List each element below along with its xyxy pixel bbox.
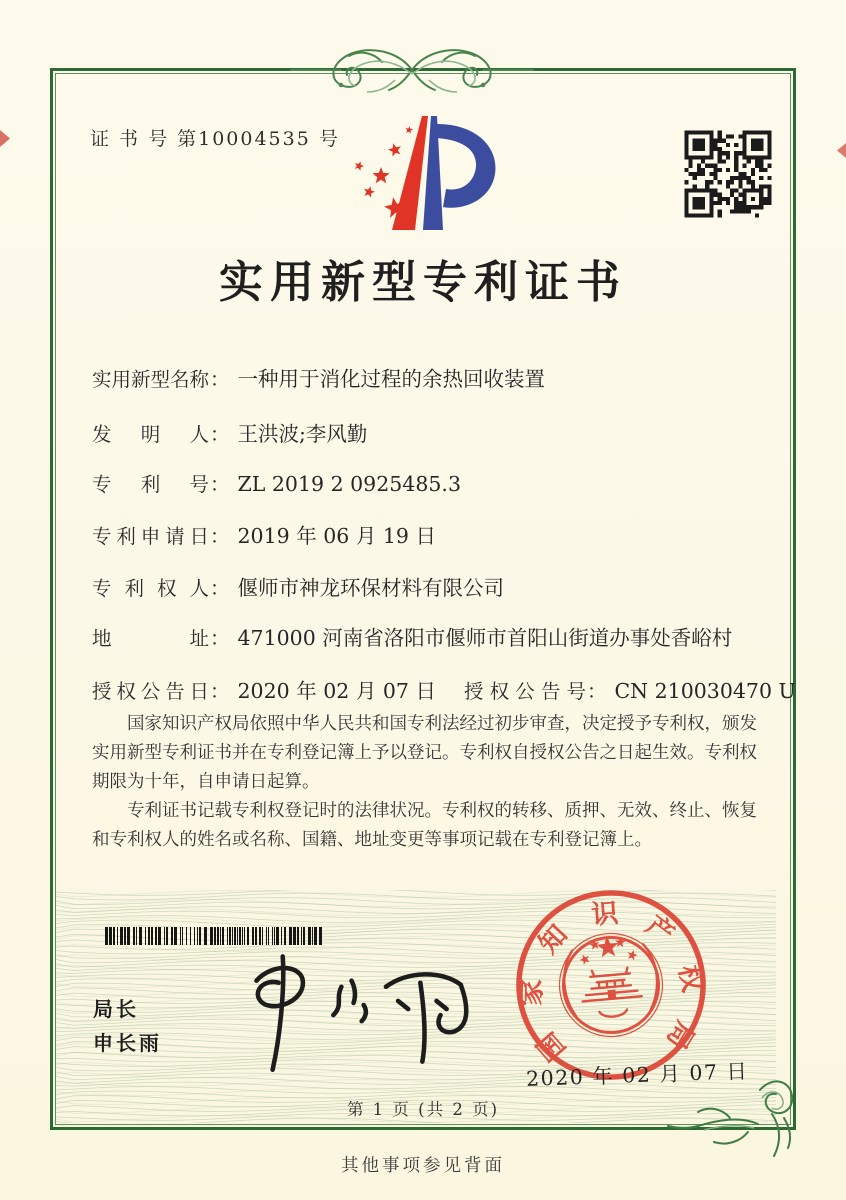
field-colon: ： <box>210 577 230 600</box>
svg-text:产: 产 <box>639 909 680 951</box>
official-seal-icon <box>512 886 710 1084</box>
legal-paragraph: 国家知识产权局依照中华人民共和国专利法经过初步审查，决定授予专利权，颁发实用新型专利证书并在专利登记簿上予以登记。专利权自授权公告之日起生效。专利权期限为十年，自申请日起算。 <box>92 714 757 792</box>
field-label: 实用新型名称 <box>92 368 210 391</box>
page-title: 实用新型专利证书 <box>219 257 627 308</box>
field-row-utility-model-name <box>92 362 545 392</box>
signatory-name: 申长雨 <box>93 1031 162 1055</box>
field-colon: ： <box>210 473 230 496</box>
field-value: ZL 2019 2 0925485.3 <box>237 472 461 496</box>
page-number-footer: 第 1 页 (共 2 页) <box>346 1100 500 1119</box>
field-colon: ： <box>210 423 230 446</box>
certificate-number: 证 书 号 第10004535 号 <box>90 128 340 150</box>
field-label: 授权公告号 <box>463 680 586 703</box>
field-colon: ： <box>586 680 607 703</box>
cnipa-patent-logo-icon <box>345 110 515 236</box>
field-label: 专利号 <box>92 473 209 496</box>
field-value: 2019 年 06 月 19 日 <box>237 524 436 548</box>
field-value: 王洪波;李风勤 <box>237 422 368 446</box>
field-label: 地址 <box>92 627 209 650</box>
qr-code-icon <box>676 122 780 226</box>
field-label: 发明人 <box>92 423 209 446</box>
field-colon: ： <box>210 368 230 391</box>
field-label: 授权公告日 <box>92 680 209 703</box>
field-value: 471000 河南省洛阳市偃师市首阳山街道办事处香峪村 <box>237 626 733 650</box>
back-side-note: 其他事项参见背面 <box>341 1156 505 1176</box>
svg-text:识: 识 <box>590 897 620 932</box>
field-row-grant <box>92 674 796 704</box>
field-label: 专利权人 <box>92 577 209 600</box>
svg-text:家: 家 <box>516 978 548 1007</box>
signatory-title: 局长 <box>93 997 139 1021</box>
right-edge-red-mark <box>837 143 846 158</box>
director-signature-image <box>220 940 478 1072</box>
left-edge-red-mark <box>0 130 10 147</box>
svg-text:权: 权 <box>672 962 708 995</box>
field-value: 一种用于消化过程的余热回收装置 <box>237 367 546 391</box>
field-row-address <box>92 621 732 651</box>
seal-date: 2020 年 02 月 07 日 <box>525 1059 749 1091</box>
field-label: 专利申请日 <box>92 525 209 548</box>
field-row-filing-date <box>92 519 436 549</box>
field-value: 偃师市神龙环保材料有限公司 <box>237 576 505 600</box>
svg-text:国: 国 <box>531 1025 573 1067</box>
legal-paragraph: 专利证书记载专利权登记时的法律状况。专利权的转移、质押、无效、终止、恢复和专利权人的姓名或名称、国籍、地址变更等事项记载在专利登记簿上。 <box>92 801 757 850</box>
top-flourish-ornament-icon <box>287 40 537 104</box>
field-colon: ： <box>210 627 230 650</box>
field-row-patent-number <box>92 469 461 497</box>
field-value: 2020 年 02 月 07 日 <box>237 679 436 703</box>
svg-text:知: 知 <box>532 919 574 960</box>
field-colon: ： <box>210 525 230 548</box>
field-row-inventor <box>92 417 367 447</box>
field-row-patentee <box>92 571 504 601</box>
svg-text:局: 局 <box>659 1015 701 1055</box>
field-colon: ： <box>210 680 230 703</box>
field-value: CN 210030470 U <box>614 679 796 703</box>
legal-text-block <box>92 710 757 855</box>
